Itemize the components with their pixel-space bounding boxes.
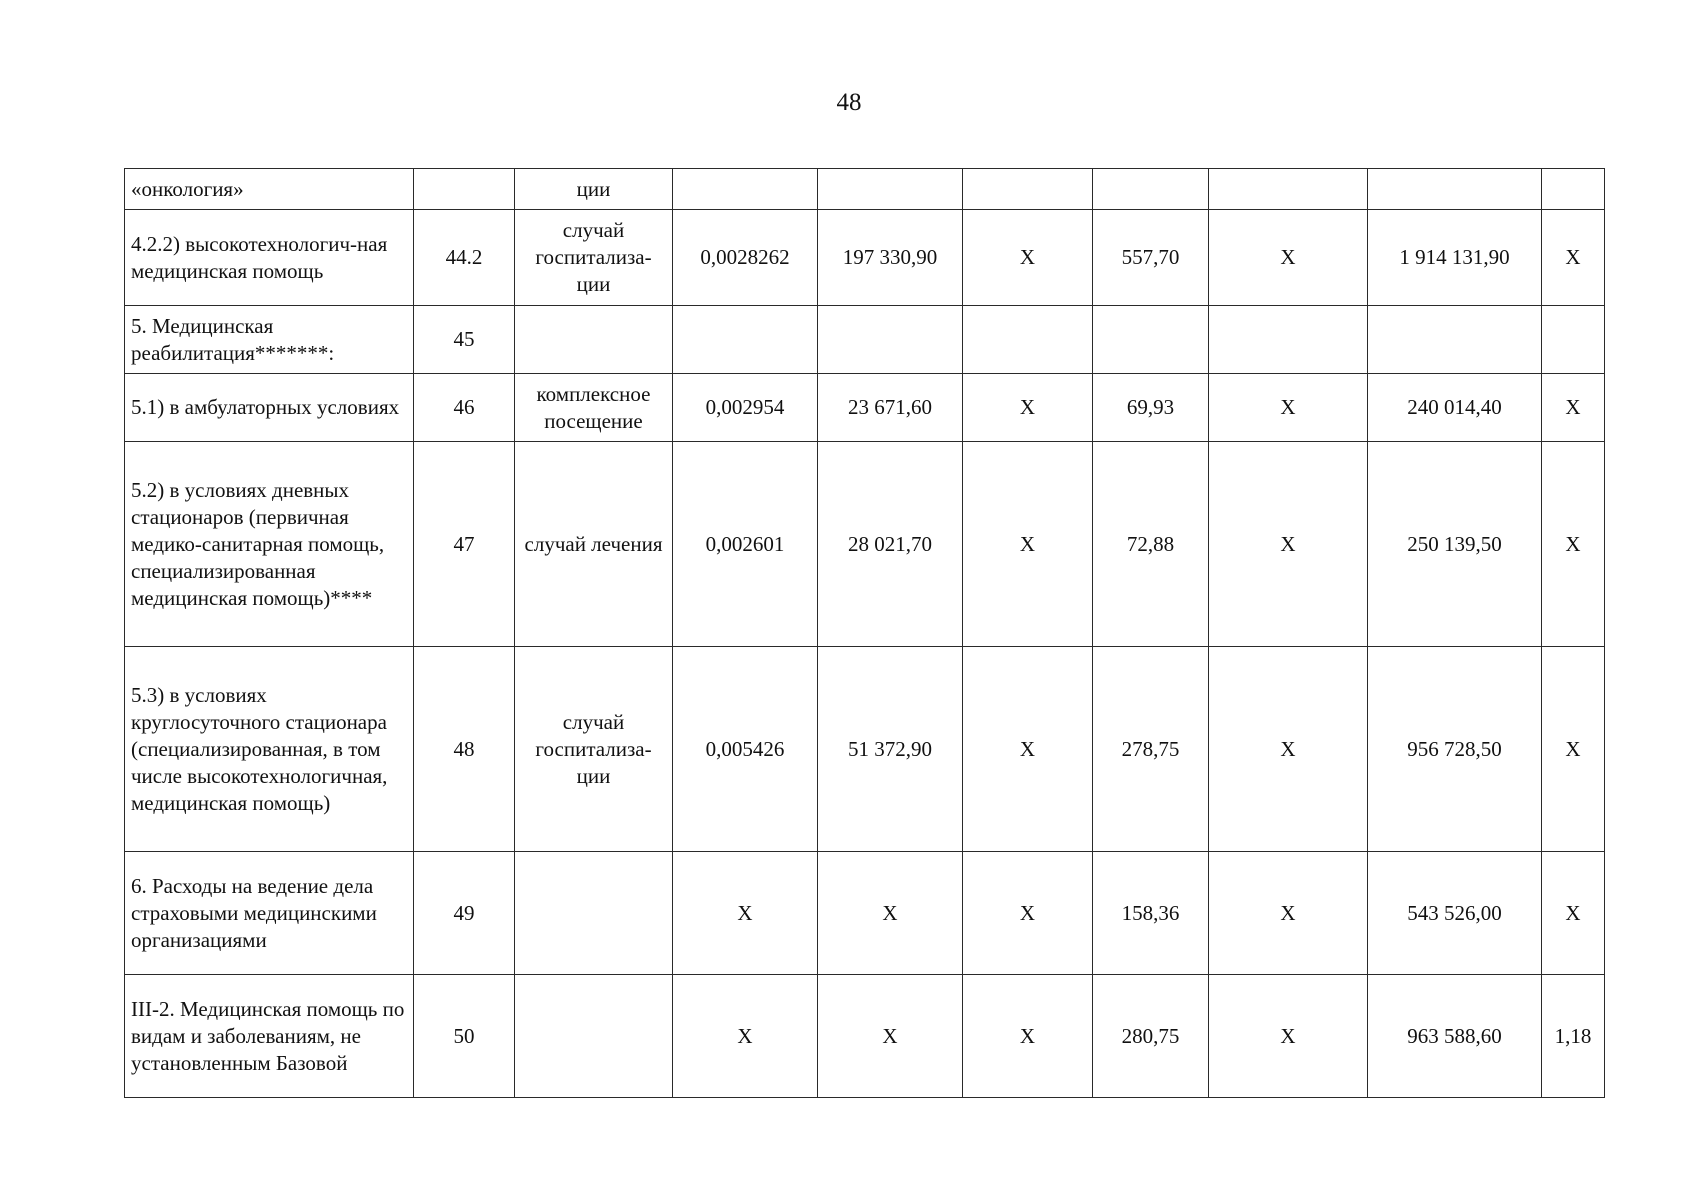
budget-per-capita-cell: Х [963, 442, 1093, 647]
volume-norm-cell: Х [673, 975, 818, 1098]
share-cell [1542, 306, 1605, 374]
oms-per-capita-cell [1093, 306, 1209, 374]
unit-cell: случай госпитализа-ции [515, 647, 673, 852]
cost-norm-cell: 28 021,70 [818, 442, 963, 647]
row-code-cell: 49 [414, 852, 515, 975]
oms-per-capita-cell: 557,70 [1093, 210, 1209, 306]
unit-cell [515, 975, 673, 1098]
cost-norm-cell [818, 306, 963, 374]
cost-norm-cell [818, 169, 963, 210]
volume-norm-cell: Х [673, 852, 818, 975]
volume-norm-cell [673, 306, 818, 374]
budget-total-cell: Х [1209, 647, 1368, 852]
volume-norm-cell: 0,005426 [673, 647, 818, 852]
row-code-cell: 46 [414, 374, 515, 442]
table-row [125, 852, 1605, 975]
table-row [125, 306, 1605, 374]
row-code-cell: 50 [414, 975, 515, 1098]
share-cell: Х [1542, 852, 1605, 975]
unit-cell [515, 306, 673, 374]
budget-per-capita-cell: Х [963, 852, 1093, 975]
row-name-cell: «онкология» [125, 169, 414, 210]
budget-per-capita-cell: Х [963, 975, 1093, 1098]
oms-total-cell [1368, 169, 1542, 210]
unit-cell: комплексное посещение [515, 374, 673, 442]
oms-per-capita-cell: 280,75 [1093, 975, 1209, 1098]
budget-total-cell: Х [1209, 210, 1368, 306]
row-name-cell: 5. Медицинская реабилитация*******: [125, 306, 414, 374]
row-name-cell: 5.3) в условиях круглосуточного стационара (специализированная, в том числе высокотехнологичная, медицинская помощь) [125, 647, 414, 852]
unit-cell: случай лечения [515, 442, 673, 647]
table-row [125, 374, 1605, 442]
page-number: 48 [836, 89, 862, 116]
budget-total-cell: Х [1209, 374, 1368, 442]
volume-norm-cell: 0,002601 [673, 442, 818, 647]
budget-per-capita-cell: Х [963, 374, 1093, 442]
row-name-cell: 5.2) в условиях дневных стационаров (первичная медико-санитарная помощь, специализированная медицинская помощь)**** [125, 442, 414, 647]
program-cost-table [124, 168, 1605, 1098]
cost-norm-cell: 197 330,90 [818, 210, 963, 306]
share-cell: Х [1542, 210, 1605, 306]
budget-total-cell: Х [1209, 852, 1368, 975]
oms-total-cell: 956 728,50 [1368, 647, 1542, 852]
table-row [125, 442, 1605, 647]
budget-total-cell: Х [1209, 975, 1368, 1098]
oms-per-capita-cell: 278,75 [1093, 647, 1209, 852]
volume-norm-cell [673, 169, 818, 210]
oms-total-cell: 250 139,50 [1368, 442, 1542, 647]
budget-total-cell [1209, 169, 1368, 210]
table-body [125, 169, 1605, 1098]
budget-total-cell: Х [1209, 442, 1368, 647]
oms-per-capita-cell [1093, 169, 1209, 210]
oms-total-cell: 963 588,60 [1368, 975, 1542, 1098]
oms-per-capita-cell: 69,93 [1093, 374, 1209, 442]
table-row [125, 975, 1605, 1098]
budget-total-cell [1209, 306, 1368, 374]
volume-norm-cell: 0,0028262 [673, 210, 818, 306]
cost-norm-cell: 23 671,60 [818, 374, 963, 442]
budget-per-capita-cell: Х [963, 210, 1093, 306]
share-cell [1542, 169, 1605, 210]
cost-norm-cell: Х [818, 975, 963, 1098]
row-name-cell: III-2. Медицинская помощь по видам и заболеваниям, не установленным Базовой [125, 975, 414, 1098]
volume-norm-cell: 0,002954 [673, 374, 818, 442]
row-code-cell: 45 [414, 306, 515, 374]
share-cell: Х [1542, 647, 1605, 852]
table-row [125, 210, 1605, 306]
oms-total-cell: 1 914 131,90 [1368, 210, 1542, 306]
table-row [125, 169, 1605, 210]
share-cell: 1,18 [1542, 975, 1605, 1098]
row-name-cell: 4.2.2) высокотехнологич-ная медицинская помощь [125, 210, 414, 306]
row-code-cell: 44.2 [414, 210, 515, 306]
budget-per-capita-cell [963, 306, 1093, 374]
share-cell: Х [1542, 442, 1605, 647]
oms-per-capita-cell: 72,88 [1093, 442, 1209, 647]
row-name-cell: 5.1) в амбулаторных условиях [125, 374, 414, 442]
unit-cell [515, 852, 673, 975]
row-code-cell [414, 169, 515, 210]
table-row [125, 647, 1605, 852]
budget-per-capita-cell: Х [963, 647, 1093, 852]
cost-norm-cell: Х [818, 852, 963, 975]
row-code-cell: 48 [414, 647, 515, 852]
budget-per-capita-cell [963, 169, 1093, 210]
unit-cell: ции [515, 169, 673, 210]
row-name-cell: 6. Расходы на ведение дела страховыми медицинскими организациями [125, 852, 414, 975]
cost-norm-cell: 51 372,90 [818, 647, 963, 852]
oms-total-cell [1368, 306, 1542, 374]
oms-per-capita-cell: 158,36 [1093, 852, 1209, 975]
share-cell: Х [1542, 374, 1605, 442]
oms-total-cell: 543 526,00 [1368, 852, 1542, 975]
row-code-cell: 47 [414, 442, 515, 647]
unit-cell: случай госпитализа-ции [515, 210, 673, 306]
oms-total-cell: 240 014,40 [1368, 374, 1542, 442]
